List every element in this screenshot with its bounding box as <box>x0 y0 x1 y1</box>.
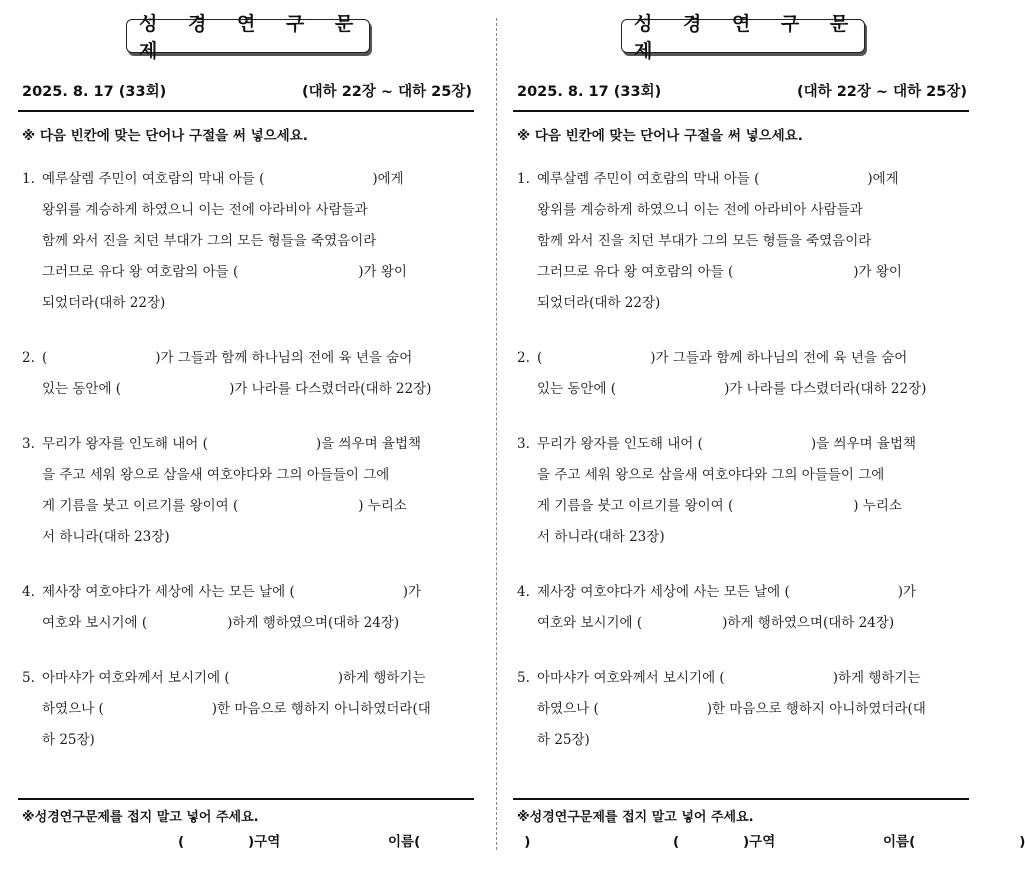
question-item <box>22 663 472 756</box>
question-number: 1. <box>517 171 530 187</box>
question-text-segment: 무리가 왕자를 인도해 내어 ( <box>42 436 208 452</box>
question-text-segment: 하 25장) <box>42 732 95 748</box>
title-box <box>621 13 865 62</box>
session-date: 2025. 8. 17 (33회) <box>22 84 167 100</box>
question-text-segment: 왕위를 계승하게 하였으니 이는 전에 아라비아 사람들과 <box>537 202 863 218</box>
question-line <box>537 725 967 756</box>
title-box <box>126 13 370 62</box>
question-line <box>42 195 472 226</box>
question-line <box>537 226 967 257</box>
question-line <box>537 577 967 608</box>
worksheet-title: 성 경 연 구 문 제 <box>634 13 861 62</box>
question-line <box>537 491 967 522</box>
question-item <box>22 343 472 405</box>
worksheet-copy-left <box>18 0 531 892</box>
question-line <box>42 694 472 725</box>
session-date: 2025. 8. 17 (33회) <box>517 84 662 100</box>
question-item <box>517 343 967 405</box>
question-line <box>42 491 472 522</box>
question-item <box>517 429 967 553</box>
question-text-segment: 그러므로 유다 왕 여호람의 아들 ( <box>537 264 734 280</box>
question-text-segment: )하게 행하기는 <box>832 670 921 686</box>
sign-row <box>673 830 1025 850</box>
question-list <box>517 164 967 780</box>
worksheet-copy-right <box>513 0 1025 892</box>
question-number: 2. <box>517 350 530 366</box>
question-text-segment: )에게 <box>372 171 404 187</box>
question-text-segment: 되었더라(대하 22장) <box>537 295 661 311</box>
question-line <box>537 429 967 460</box>
question-number: 1. <box>22 171 35 187</box>
cut-line-divider <box>496 18 497 850</box>
question-line <box>42 343 472 374</box>
question-text-segment: 있는 동안에 ( <box>42 381 122 397</box>
question-item <box>22 164 472 319</box>
district-label[interactable]: )구역 <box>248 834 281 850</box>
question-line <box>42 608 472 639</box>
question-text-segment: 여호와 보시기에 ( <box>42 615 148 631</box>
question-text <box>537 343 967 405</box>
question-text-segment: 여호와 보시기에 ( <box>537 615 643 631</box>
question-number: 5. <box>22 670 35 686</box>
question-text-segment: 게 기름을 붓고 이르기를 왕이여 ( <box>537 498 734 514</box>
question-text-segment: )가 왕이 <box>358 264 407 280</box>
question-text-segment: 왕위를 계승하게 하였으니 이는 전에 아라비아 사람들과 <box>42 202 368 218</box>
question-text-segment: )을 씌우며 율법책 <box>810 436 917 452</box>
question-text-segment: )가 그들과 함께 하나님의 전에 육 년을 숨어 <box>650 350 908 366</box>
footer-rule <box>513 798 969 800</box>
question-text-segment: 을 주고 세워 왕으로 삼을새 여호야다와 그의 아들들이 그에 <box>42 467 390 483</box>
question-text-segment: )가 나라를 다스렸더라(대하 22장) <box>724 381 927 397</box>
question-text-segment: 예루살렘 주민이 여호람의 막내 아들 ( <box>537 171 760 187</box>
question-line <box>42 257 472 288</box>
question-line <box>42 663 472 694</box>
question-text <box>537 429 967 553</box>
question-text <box>537 164 967 319</box>
question-text-segment: 서 하니라(대하 23장) <box>42 529 170 545</box>
name-close: ) <box>524 834 531 850</box>
question-text-segment: )하게 행하였으며(대하 24장) <box>722 615 895 631</box>
chapter-range: (대하 22장 ~ 대하 25장) <box>797 84 967 100</box>
question-line <box>42 288 472 319</box>
question-text-segment: 그러므로 유다 왕 여호람의 아들 ( <box>42 264 239 280</box>
instruction-text: ※ 다음 빈칸에 맞는 단어나 구절을 써 넣으세요. <box>22 128 308 144</box>
question-line <box>42 226 472 257</box>
question-text-segment: )가 왕이 <box>853 264 902 280</box>
question-number: 3. <box>22 436 35 452</box>
footer-note: ※성경연구문제를 접지 말고 넣어 주세요. <box>22 810 259 825</box>
question-line <box>42 164 472 195</box>
question-text-segment: )한 마음으로 행하지 아니하였더라(대 <box>706 701 926 717</box>
instruction-text: ※ 다음 빈칸에 맞는 단어나 구절을 써 넣으세요. <box>517 128 803 144</box>
question-line <box>537 694 967 725</box>
question-line <box>537 195 967 226</box>
question-text-segment: )하게 행하기는 <box>337 670 426 686</box>
question-text-segment: 하였으나 ( <box>42 701 104 717</box>
question-line <box>537 374 967 405</box>
question-text-segment: 무리가 왕자를 인도해 내어 ( <box>537 436 703 452</box>
sign-row <box>178 830 531 850</box>
question-text-segment: )에게 <box>867 171 899 187</box>
question-text-segment: 제사장 여호야다가 세상에 사는 모든 날에 ( <box>42 584 295 600</box>
question-text-segment: ) 누리소 <box>853 498 902 514</box>
title-area <box>18 13 474 62</box>
question-number: 2. <box>22 350 35 366</box>
footer-rule <box>18 798 474 800</box>
district-open: ( <box>673 834 680 850</box>
question-number: 5. <box>517 670 530 686</box>
worksheet-title: 성 경 연 구 문 제 <box>139 13 366 62</box>
question-text-segment: 서 하니라(대하 23장) <box>537 529 665 545</box>
question-line <box>42 522 472 553</box>
question-item <box>22 577 472 639</box>
question-text-segment: )가 그들과 함께 하나님의 전에 육 년을 숨어 <box>155 350 413 366</box>
question-text-segment: 함께 와서 진을 치던 부대가 그의 모든 형들을 죽였음이라 <box>42 233 377 249</box>
question-text-segment: 하였으나 ( <box>537 701 599 717</box>
question-text-segment: 있는 동안에 ( <box>537 381 617 397</box>
name-close: ) <box>1019 834 1025 850</box>
question-text-segment: 을 주고 세워 왕으로 삼을새 여호야다와 그의 아들들이 그에 <box>537 467 885 483</box>
date-row <box>517 80 969 101</box>
chapter-range: (대하 22장 ~ 대하 25장) <box>302 84 472 100</box>
question-text-segment: 하 25장) <box>537 732 590 748</box>
question-text-segment: 제사장 여호야다가 세상에 사는 모든 날에 ( <box>537 584 790 600</box>
question-list <box>22 164 472 780</box>
question-text-segment: )가 <box>897 584 917 600</box>
question-line <box>537 460 967 491</box>
question-text-segment: 아마샤가 여호와께서 보시기에 ( <box>537 670 725 686</box>
question-text-segment: )을 씌우며 율법책 <box>315 436 422 452</box>
title-area <box>513 13 969 62</box>
question-line <box>537 288 967 319</box>
question-line <box>42 725 472 756</box>
question-line <box>537 164 967 195</box>
question-line <box>42 460 472 491</box>
question-text-segment: )하게 행하였으며(대하 24장) <box>227 615 400 631</box>
question-text-segment: )가 나라를 다스렸더라(대하 22장) <box>229 381 432 397</box>
name-label[interactable]: 이름( <box>883 834 916 850</box>
question-line <box>537 522 967 553</box>
header-rule <box>18 110 474 112</box>
question-text-segment: ( <box>42 350 48 366</box>
question-item <box>22 429 472 553</box>
question-text-segment: 예루살렘 주민이 여호람의 막내 아들 ( <box>42 171 265 187</box>
question-line <box>537 257 967 288</box>
question-text-segment: )가 <box>402 584 422 600</box>
question-item <box>517 164 967 319</box>
question-item <box>517 577 967 639</box>
question-line <box>42 374 472 405</box>
date-row <box>22 80 474 101</box>
district-open: ( <box>178 834 185 850</box>
question-text-segment: ) 누리소 <box>358 498 407 514</box>
district-label[interactable]: )구역 <box>743 834 776 850</box>
question-text <box>42 577 472 639</box>
footer-note: ※성경연구문제를 접지 말고 넣어 주세요. <box>517 810 754 825</box>
question-text <box>42 663 472 756</box>
question-text-segment: 게 기름을 붓고 이르기를 왕이여 ( <box>42 498 239 514</box>
question-text <box>42 429 472 553</box>
question-line <box>537 608 967 639</box>
question-line <box>42 429 472 460</box>
question-text <box>42 343 472 405</box>
question-text-segment: 되었더라(대하 22장) <box>42 295 166 311</box>
question-text <box>42 164 472 319</box>
question-line <box>537 343 967 374</box>
question-number: 4. <box>22 584 35 600</box>
question-text <box>537 663 967 756</box>
question-text-segment: )한 마음으로 행하지 아니하였더라(대 <box>211 701 431 717</box>
header-rule <box>513 110 969 112</box>
question-text-segment: 아마샤가 여호와께서 보시기에 ( <box>42 670 230 686</box>
question-line <box>537 663 967 694</box>
question-text-segment: 함께 와서 진을 치던 부대가 그의 모든 형들을 죽였음이라 <box>537 233 872 249</box>
question-text-segment: ( <box>537 350 543 366</box>
question-number: 4. <box>517 584 530 600</box>
question-item <box>517 663 967 756</box>
question-line <box>42 577 472 608</box>
question-number: 3. <box>517 436 530 452</box>
name-label[interactable]: 이름( <box>388 834 421 850</box>
question-text <box>537 577 967 639</box>
